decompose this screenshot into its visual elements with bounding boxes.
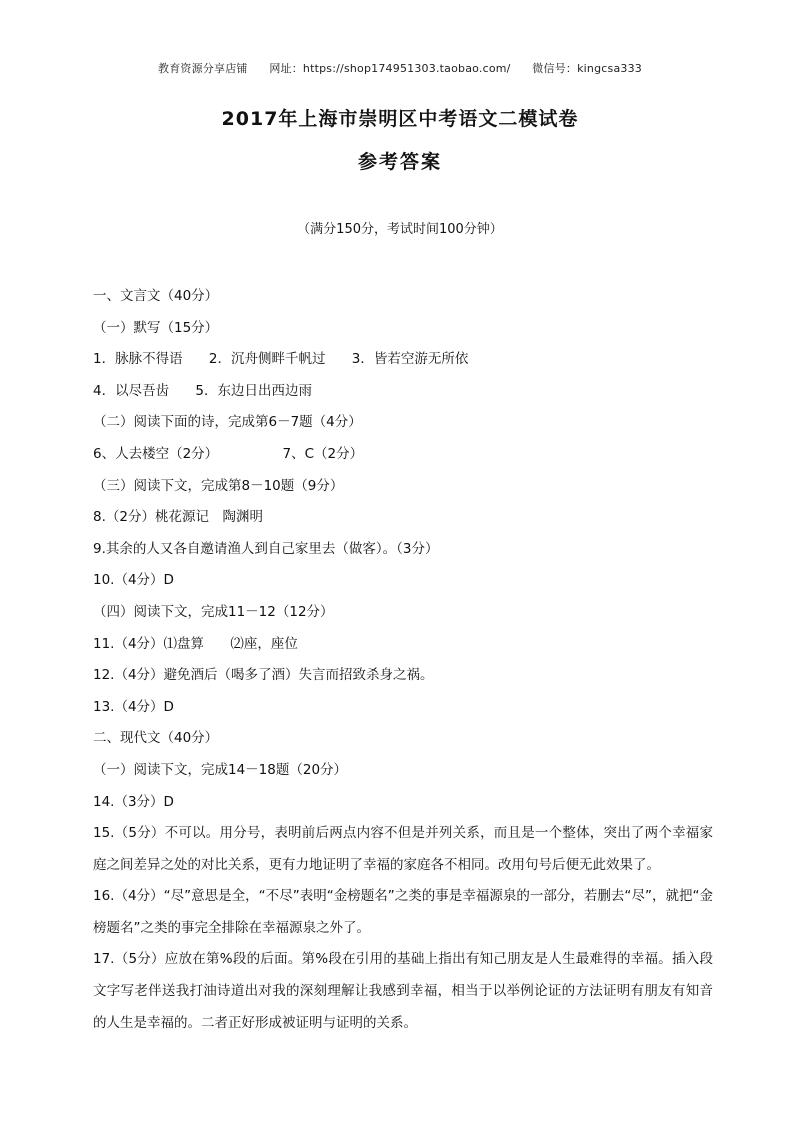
- section-heading: 二、现代文（40分）: [93, 730, 219, 747]
- section-heading: 一、文言文（40分）: [93, 288, 219, 304]
- page-header: [0, 60, 800, 76]
- header-wechat: 微信号：kingcsa333: [532, 62, 642, 75]
- answer-8: 8.（2分）桃花源记 陶渊明: [93, 509, 263, 526]
- exam-note: （满分150分，考试时间100分钟）: [297, 222, 503, 237]
- answer-13: 13.（4分）D: [93, 698, 174, 715]
- subsection-heading: （一）阅读下文，完成14－18题（20分）: [93, 761, 348, 778]
- answer-12: 12.（4分）避免酒后（喝多了酒）失言而招致杀身之祸。: [93, 667, 434, 684]
- subsection-heading: （一）默写（15分）: [93, 319, 219, 336]
- answer-5: 5．东边日出西边雨: [195, 382, 312, 399]
- answer-11a: 11.（4分）⑴盘算: [93, 635, 205, 652]
- answer-1: 1．脉脉不得语: [93, 351, 183, 368]
- document-subtitle: 参考答案: [357, 151, 442, 173]
- subsection-heading: （三）阅读下文，完成第8－10题（9分）: [93, 477, 344, 494]
- answer-7: 7、C（2分）: [282, 445, 364, 462]
- answer-11b: ⑵座，座位: [230, 635, 298, 652]
- subsection-heading: （四）阅读下文，完成11－12（12分）: [93, 603, 334, 620]
- answer-16: 16.（4分）“尽”意思是全，“不尽”表明“金榜题名”之类的事是幸福源泉的一部分，若删去“尽”，就把“金榜题名”之类的事完全排除在幸福源泉之外了。: [93, 888, 713, 936]
- answer-10: 10.（4分）D: [93, 572, 174, 589]
- answer-line: [93, 629, 713, 661]
- answer-3: 3．皆若空游无所依: [351, 351, 469, 368]
- answer-14: 14.（3分）D: [93, 793, 174, 810]
- answer-2: 2．沉舟侧畔千帆过: [208, 351, 326, 368]
- answer-line: [93, 376, 713, 408]
- answer-line: [93, 439, 713, 471]
- answer-9: 9.其余的人又各自邀请渔人到自己家里去（做客）。（3分）: [93, 540, 439, 557]
- subsection-heading: （二）阅读下面的诗，完成第6－7题（4分）: [93, 414, 362, 431]
- header-shop: 教育资源分享店铺: [158, 62, 248, 75]
- answer-6: 6、人去楼空（2分）: [93, 445, 219, 462]
- answer-17: 17.（5分）应放在第%段的后面。第%段在引用的基础上指出有知己朋友是人生最难得的幸福。插入段文字写老伴送我打油诗道出对我的深刻理解让我感到幸福，相当于以举例论证的方法证明有朋友有知音的人生是幸福的。二者正好形成被证明与证明的关系。: [93, 951, 713, 1031]
- header-site: 网址：https://shop174951303.taobao.com/: [269, 62, 511, 75]
- answer-body: [93, 281, 713, 1039]
- answer-line: [93, 344, 713, 376]
- answer-4: 4．以尽吾齿: [93, 382, 170, 399]
- document-title: 2017年上海市崇明区中考语文二模试卷: [221, 108, 579, 130]
- answer-15: 15.（5分）不可以。用分号，表明前后两点内容不但是并列关系，而且是一个整体，突出了两个幸福家庭之间差异之处的对比关系，更有力地证明了幸福的家庭各不相同。改用句号后便无此效果了。: [93, 825, 713, 873]
